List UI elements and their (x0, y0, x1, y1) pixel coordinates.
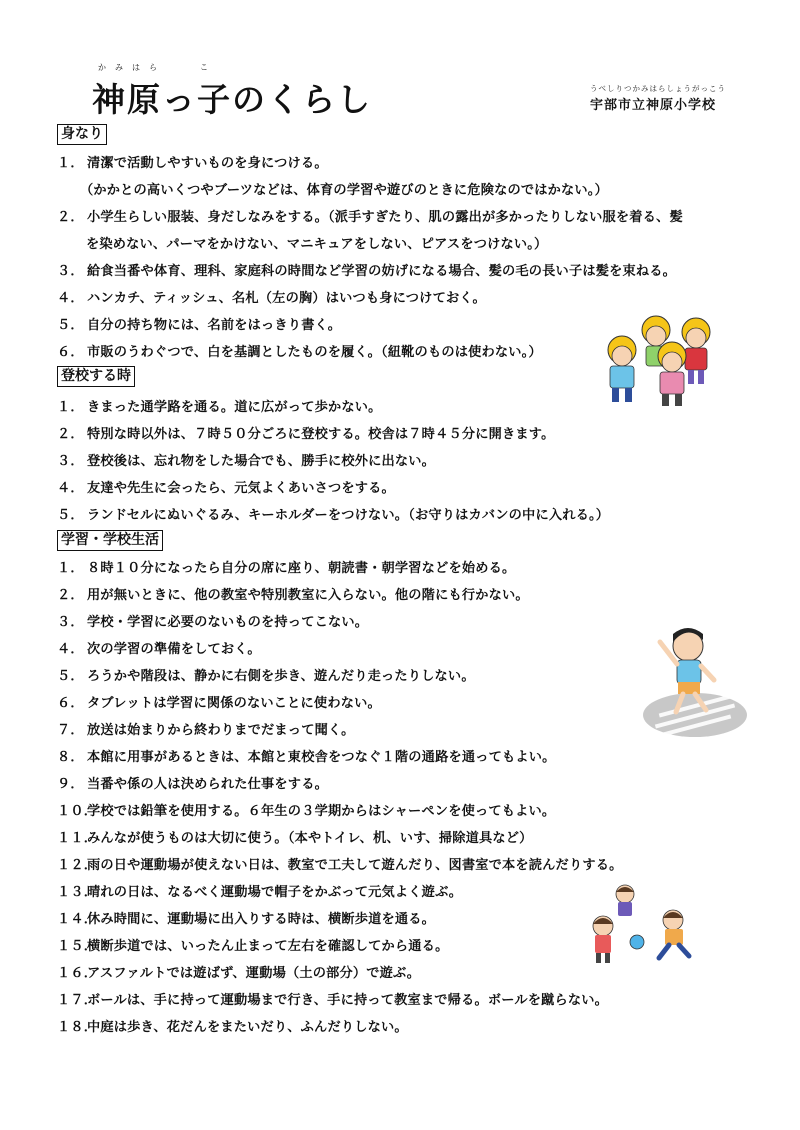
list-item (57, 854, 623, 873)
item-text: みんなが使うものは大切に使う。（本やトイレ、机、いす、掃除道具など） (87, 831, 533, 846)
item-number: １６． (57, 966, 98, 981)
item-number: ６． (57, 345, 84, 360)
boy-crosswalk-illustration (640, 620, 750, 740)
list-item (57, 1016, 408, 1035)
item-text: （かかとの高いくつやブーツなどは、体育の学習や遊びのときに危険なのではかない。） (80, 183, 608, 198)
list-item (57, 477, 395, 496)
list-item (57, 611, 368, 630)
list-item (57, 423, 555, 442)
item-number: ２． (57, 588, 84, 603)
list-item (57, 989, 608, 1008)
item-text: 特別な時以外は、７時５０分ごろに登校する。校舎は７時４５分に開きます。 (87, 427, 555, 442)
child-figure (682, 318, 710, 384)
item-text: 学校では鉛筆を使用する。６年生の３学期からはシャーペンを使ってもよい。 (87, 804, 556, 819)
child-figure (593, 916, 613, 963)
ball-icon (630, 935, 644, 949)
child-figure (616, 885, 634, 916)
item-number: １． (57, 156, 84, 171)
list-item (57, 908, 435, 927)
list-item (57, 450, 435, 469)
item-number: ５． (57, 508, 84, 523)
item-number: １． (57, 400, 84, 415)
item-text: 晴れの日は、なるべく運動場で帽子をかぶって元気よく遊ぶ。 (87, 885, 463, 900)
item-text: ろうかや階段は、静かに右側を歩き、遊んだり走ったりしない。 (87, 669, 475, 684)
list-item (57, 341, 542, 360)
list-item (57, 206, 683, 225)
list-item (57, 827, 533, 846)
item-text: 友達や先生に会ったら、元気よくあいさつをする。 (87, 481, 395, 496)
item-number: ８． (57, 750, 84, 765)
item-text: アスファルトでは遊ばず、運動場（土の部分）で遊ぶ。 (87, 966, 421, 981)
item-text: 横断歩道では、いったん止まって左右を確認してから通る。 (87, 939, 449, 954)
item-text: 給食当番や体育、理科、家庭科の時間など学習の妨げになる場合、髪の毛の長い子は髪を束ねる。 (87, 264, 677, 279)
list-item-note (80, 179, 608, 198)
item-text: ハンカチ、ティッシュ、名札（左の胸）はいつも身につけておく。 (87, 291, 486, 306)
item-text: ボールは、手に持って運動場まで行き、手に持って教室まで帰る。ボールを蹴らない。 (87, 993, 609, 1008)
item-number: ４． (57, 642, 84, 657)
item-number: ３． (57, 454, 84, 469)
item-number: ２． (57, 210, 84, 225)
list-item (57, 504, 609, 523)
item-number: １４． (57, 912, 98, 927)
list-item (57, 800, 555, 819)
item-number: ３． (57, 264, 84, 279)
school-ruby: うべしりつかみはらしょうがっこう (590, 84, 726, 93)
item-text: 雨の日や運動場が使えない日は、教室で工夫して遊んだり、図書室で本を読んだりする。 (87, 858, 623, 873)
item-number: １８． (57, 1020, 98, 1035)
section-header-appearance (57, 123, 800, 143)
list-item (57, 665, 475, 684)
item-text: 学校・学習に必要のないものを持ってこない。 (87, 615, 369, 630)
section-header-school-life (57, 529, 800, 549)
item-text: 清潔で活動しやすいものを身につける。 (87, 156, 328, 171)
item-text: 中庭は歩き、花だんをまたいだり、ふんだりしない。 (87, 1020, 408, 1035)
list-item (57, 396, 382, 415)
item-number: ２． (57, 427, 84, 442)
list-item (57, 638, 261, 657)
list-item (57, 314, 341, 333)
item-number: １５． (57, 939, 98, 954)
item-text: ランドセルにぬいぐるみ、キーホルダーをつけない。（お守りはカバンの中に入れる。） (87, 508, 610, 523)
list-item (57, 935, 448, 954)
children-group-illustration (598, 308, 730, 408)
item-number: １２． (57, 858, 98, 873)
list-item (57, 881, 462, 900)
item-text: 用が無いときに、他の教室や特別教室に入らない。他の階にも行かない。 (87, 588, 529, 603)
item-text: 次の学習の準備をしておく。 (87, 642, 261, 657)
item-number: ４． (57, 291, 84, 306)
list-item (57, 152, 328, 171)
child-figure (659, 910, 689, 958)
item-number: ６． (57, 696, 84, 711)
item-number: ５． (57, 318, 84, 333)
list-item (57, 260, 676, 279)
item-number: ３． (57, 615, 84, 630)
item-text: 放送は始まりから終わりまでだまって聞く。 (87, 723, 355, 738)
item-text: ８時１０分になったら自分の席に座り、朝読書・朝学習などを始める。 (87, 561, 516, 576)
item-number: １７． (57, 993, 98, 1008)
list-item (57, 773, 328, 792)
item-number: １０． (57, 804, 98, 819)
item-text: 本館に用事があるときは、本館と東校舎をつなぐ１階の通路を通ってもよい。 (87, 750, 556, 765)
list-item-continuation (86, 233, 547, 252)
item-number: １３． (57, 885, 98, 900)
section-label: 登校する時 (57, 366, 135, 387)
list-item (57, 287, 486, 306)
list-item (57, 719, 354, 738)
item-number: １． (57, 561, 84, 576)
list-item (57, 557, 515, 576)
item-number: １１． (57, 831, 98, 846)
section-label: 学習・学校生活 (57, 530, 163, 551)
item-number: ７． (57, 723, 84, 738)
item-text: 自分の持ち物には、名前をはっきり書く。 (87, 318, 342, 333)
item-text: 登校後は、忘れ物をした場合でも、勝手に校外に出ない。 (87, 454, 436, 469)
item-text: を染めない、パーマをかけない、マニキュアをしない、ピアスをつけない。） (86, 237, 548, 252)
page-title: 神原っ子のくらし (92, 80, 372, 119)
title-ruby: かみはら こ (98, 63, 217, 72)
child-figure (658, 342, 686, 406)
list-item (57, 746, 556, 765)
item-text: きまった通学路を通る。道に広がって歩かない。 (87, 400, 382, 415)
item-text: タブレットは学習に関係のないことに使わない。 (87, 696, 381, 711)
item-number: ５． (57, 669, 84, 684)
list-item (57, 584, 529, 603)
item-number: ４． (57, 481, 84, 496)
item-number: ９． (57, 777, 84, 792)
item-text: 市販のうわぐつで、白を基調としたものを履く。（紐靴のものは使わない。） (87, 345, 542, 360)
list-item (57, 692, 381, 711)
school-name: 宇部市立神原小学校 (590, 98, 717, 113)
item-text: 小学生らしい服装、身だしなみをする。（派手すぎたり、肌の露出が多かったりしない服を着る、髪 (87, 210, 683, 225)
item-text: 休み時間に、運動場に出入りする時は、横断歩道を通る。 (87, 912, 436, 927)
list-item (57, 962, 420, 981)
kids-ball-illustration (585, 880, 705, 970)
child-figure (608, 336, 636, 402)
item-text: 当番や係の人は決められた仕事をする。 (87, 777, 328, 792)
section-label: 身なり (57, 124, 107, 145)
